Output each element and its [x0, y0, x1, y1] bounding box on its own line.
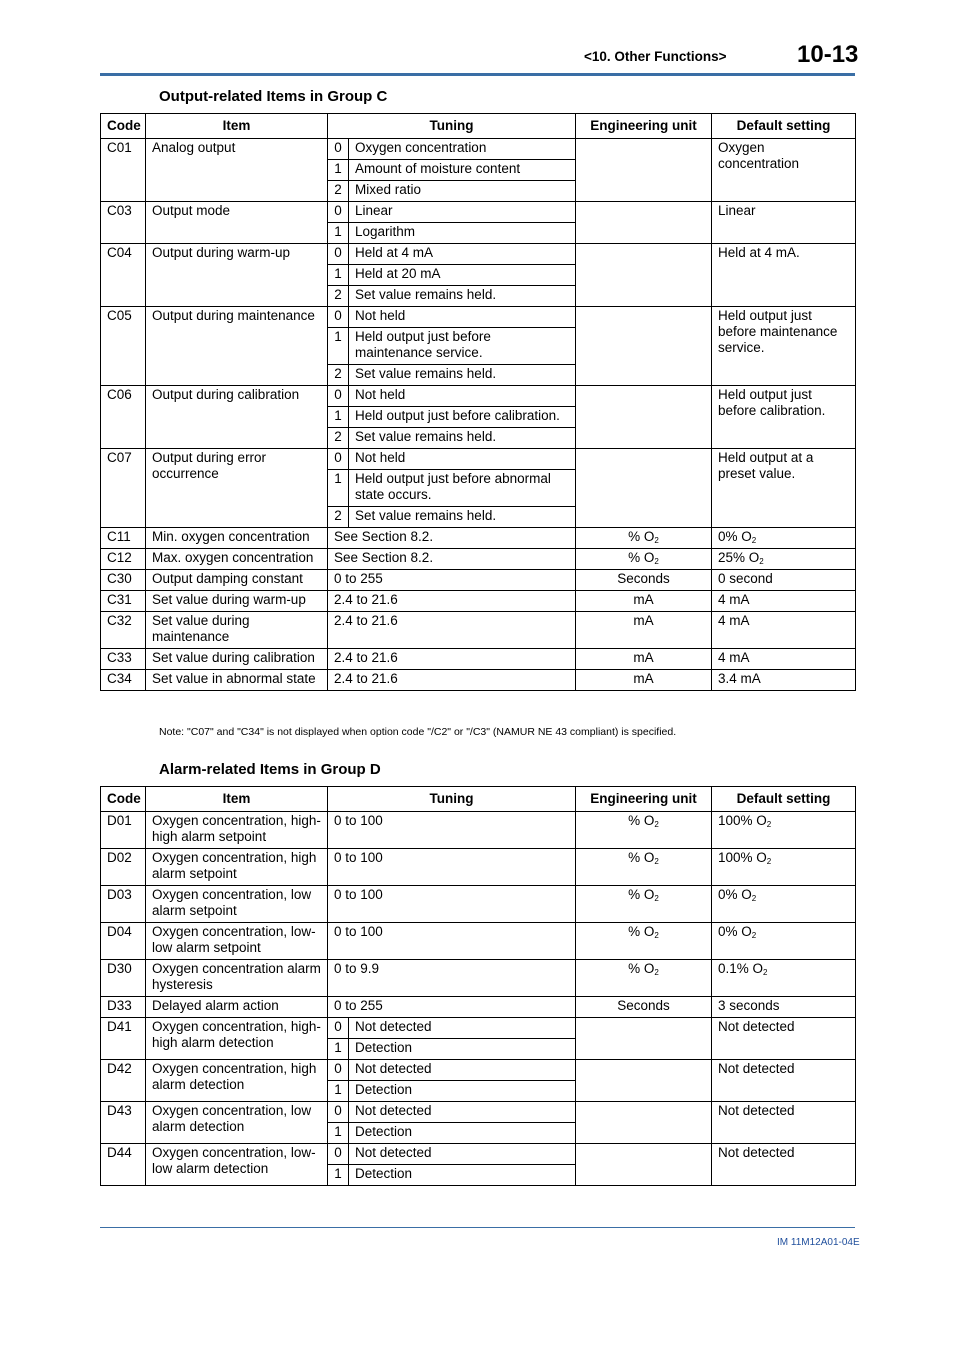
cell-unit: mA [576, 591, 712, 612]
cell-unit [576, 307, 712, 386]
unit-text: % O [628, 529, 655, 544]
table-row [101, 244, 856, 265]
table-row [101, 139, 856, 160]
option-number: 1 [328, 1165, 349, 1186]
cell-default: Oxygen concentration [712, 139, 856, 202]
subscript: 2 [763, 968, 768, 977]
option-label: Detection [349, 1165, 576, 1186]
unit-text: % O [628, 550, 655, 565]
cell-code: C31 [101, 591, 146, 612]
table-row [101, 960, 856, 997]
table-row [101, 202, 856, 223]
cell-unit [576, 1060, 712, 1102]
cell-item: Oxygen concentration, low-low alarm detection [146, 1144, 328, 1186]
option-number: 0 [328, 449, 349, 470]
table-row [101, 612, 856, 649]
option-label: Detection [349, 1081, 576, 1102]
table-row [101, 386, 856, 407]
option-label: Held output just before calibration. [349, 407, 576, 428]
cell-unit [576, 1144, 712, 1186]
cell-tuning: 0 to 100 [328, 923, 576, 960]
option-number: 2 [328, 507, 349, 528]
cell-default [712, 886, 856, 923]
option-number: 1 [328, 1081, 349, 1102]
cell-tuning: 2.4 to 21.6 [328, 670, 576, 691]
cell-item: Oxygen concentration, low-low alarm setpoint [146, 923, 328, 960]
cell-code: C12 [101, 549, 146, 570]
col-default: Default setting [712, 114, 856, 139]
cell-unit [576, 849, 712, 886]
cell-tuning: 0 to 255 [328, 570, 576, 591]
subscript: 2 [654, 857, 659, 866]
cell-code: D33 [101, 997, 146, 1018]
subscript: 2 [751, 894, 757, 903]
table-row [101, 1060, 856, 1081]
option-number: 1 [328, 470, 349, 507]
cell-code: C11 [101, 528, 146, 549]
cell-tuning: See Section 8.2. [328, 528, 576, 549]
option-label: Held at 20 mA [349, 265, 576, 286]
table-row [101, 923, 856, 960]
cell-default: Not detected [712, 1060, 856, 1102]
cell-item: Oxygen concentration, low alarm detection [146, 1102, 328, 1144]
option-label: Not held [349, 307, 576, 328]
table-row [101, 591, 856, 612]
cell-item: Oxygen concentration alarm hysteresis [146, 960, 328, 997]
cell-unit: mA [576, 670, 712, 691]
unit-text: % O [628, 850, 655, 865]
col-default: Default setting [712, 787, 856, 812]
subscript: 2 [766, 820, 772, 829]
subscript: 2 [654, 820, 659, 829]
option-number: 0 [328, 1018, 349, 1039]
cell-code: C05 [101, 307, 146, 386]
cell-code: D02 [101, 849, 146, 886]
col-item: Item [146, 114, 328, 139]
cell-tuning: 2.4 to 21.6 [328, 612, 576, 649]
option-number: 1 [328, 265, 349, 286]
option-label: Oxygen concentration [349, 139, 576, 160]
option-number: 0 [328, 1060, 349, 1081]
cell-tuning: 0 to 100 [328, 849, 576, 886]
cell-tuning: 2.4 to 21.6 [328, 591, 576, 612]
table-row [101, 886, 856, 923]
default-text: 100% O [718, 850, 767, 865]
cell-tuning: 2.4 to 21.6 [328, 649, 576, 670]
col-tuning: Tuning [328, 114, 576, 139]
cell-code: C04 [101, 244, 146, 307]
option-label: Not held [349, 449, 576, 470]
cell-unit [576, 386, 712, 449]
col-item: Item [146, 787, 328, 812]
page-number: 10-13 [797, 41, 859, 68]
option-number: 1 [328, 223, 349, 244]
cell-default [712, 960, 856, 997]
cell-code: C06 [101, 386, 146, 449]
unit-text: % O [628, 924, 655, 939]
cell-unit [576, 886, 712, 923]
table-row [101, 649, 856, 670]
default-text: 0.1% O [718, 961, 764, 976]
col-code: Code [101, 787, 146, 812]
option-number: 0 [328, 1102, 349, 1123]
subscript: 2 [654, 536, 659, 545]
cell-item: Min. oxygen concentration [146, 528, 328, 549]
option-number: 0 [328, 386, 349, 407]
option-label: Held output just before abnormal state occurs. [349, 470, 576, 507]
cell-default: Held at 4 mA. [712, 244, 856, 307]
cell-code: C30 [101, 570, 146, 591]
cell-default: Held output just before maintenance service. [712, 307, 856, 386]
cell-item: Analog output [146, 139, 328, 202]
option-number: 1 [328, 407, 349, 428]
option-label: Logarithm [349, 223, 576, 244]
cell-unit [576, 139, 712, 202]
cell-unit [576, 960, 712, 997]
cell-item: Output during calibration [146, 386, 328, 449]
table-header-row [101, 114, 856, 139]
option-number: 2 [328, 365, 349, 386]
cell-tuning: 0 to 100 [328, 812, 576, 849]
cell-code: D42 [101, 1060, 146, 1102]
cell-default [712, 528, 856, 549]
cell-default [712, 849, 856, 886]
subscript: 2 [759, 557, 764, 566]
table-row [101, 1102, 856, 1123]
option-label: Set value remains held. [349, 428, 576, 449]
table-row [101, 570, 856, 591]
subscript: 2 [654, 894, 659, 903]
default-text: 0% O [718, 924, 752, 939]
document-id: IM 11M12A01-04E [777, 1237, 860, 1248]
group-d-title: Alarm-related Items in Group D [159, 761, 381, 778]
subscript: 2 [751, 931, 757, 940]
table-row [101, 1144, 856, 1165]
table-row [101, 549, 856, 570]
option-label: Held at 4 mA [349, 244, 576, 265]
cell-code: C07 [101, 449, 146, 528]
option-label: Set value remains held. [349, 365, 576, 386]
col-code: Code [101, 114, 146, 139]
table-row [101, 849, 856, 886]
cell-unit [576, 1102, 712, 1144]
option-number: 2 [328, 181, 349, 202]
chapter-heading: <10. Other Functions> [584, 49, 727, 64]
cell-item: Delayed alarm action [146, 997, 328, 1018]
option-label: Set value remains held. [349, 286, 576, 307]
cell-code: D43 [101, 1102, 146, 1144]
header-rule [100, 73, 855, 76]
subscript: 2 [654, 968, 659, 977]
cell-code: C32 [101, 612, 146, 649]
cell-unit: mA [576, 612, 712, 649]
cell-default [712, 812, 856, 849]
cell-item: Oxygen concentration, low alarm setpoint [146, 886, 328, 923]
cell-code: C33 [101, 649, 146, 670]
option-label: Not held [349, 386, 576, 407]
option-number: 2 [328, 428, 349, 449]
default-text: 25% O [718, 550, 760, 565]
option-number: 1 [328, 160, 349, 181]
default-text: 100% O [718, 813, 767, 828]
subscript: 2 [766, 857, 772, 866]
option-number: 0 [328, 244, 349, 265]
option-label: Not detected [349, 1102, 576, 1123]
option-number: 0 [328, 307, 349, 328]
cell-unit [576, 244, 712, 307]
table-header-row [101, 787, 856, 812]
unit-text: % O [628, 961, 655, 976]
option-label: Detection [349, 1039, 576, 1060]
cell-default: 3.4 mA [712, 670, 856, 691]
cell-default [712, 549, 856, 570]
option-label: Not detected [349, 1144, 576, 1165]
option-label: Amount of moisture content [349, 160, 576, 181]
group-c-note: Note: "C07" and "C34" is not displayed when option code "/C2" or "/C3" (NAMUR NE 43 compliant) is specified. [159, 726, 677, 738]
group-c-table [100, 113, 856, 691]
cell-item: Set value during calibration [146, 649, 328, 670]
cell-default: 4 mA [712, 649, 856, 670]
option-label: Linear [349, 202, 576, 223]
option-number: 0 [328, 1144, 349, 1165]
subscript: 2 [654, 931, 659, 940]
cell-default: 4 mA [712, 591, 856, 612]
unit-text: % O [628, 887, 655, 902]
cell-item: Set value in abnormal state [146, 670, 328, 691]
cell-unit: Seconds [576, 570, 712, 591]
option-number: 1 [328, 328, 349, 365]
col-unit: Engineering unit [576, 114, 712, 139]
option-number: 2 [328, 286, 349, 307]
cell-item: Output during error occurrence [146, 449, 328, 528]
table-row [101, 307, 856, 328]
cell-unit [576, 449, 712, 528]
group-c-title: Output-related Items in Group C [159, 88, 388, 105]
option-label: Not detected [349, 1018, 576, 1039]
cell-tuning: 0 to 9.9 [328, 960, 576, 997]
cell-tuning: See Section 8.2. [328, 549, 576, 570]
cell-item: Oxygen concentration, high-high alarm setpoint [146, 812, 328, 849]
table-row [101, 670, 856, 691]
cell-code: D44 [101, 1144, 146, 1186]
cell-unit [576, 812, 712, 849]
cell-code: D30 [101, 960, 146, 997]
unit-text: % O [628, 813, 655, 828]
option-label: Detection [349, 1123, 576, 1144]
option-number: 0 [328, 202, 349, 223]
cell-item: Output mode [146, 202, 328, 244]
cell-item: Oxygen concentration, high alarm detection [146, 1060, 328, 1102]
cell-tuning: 0 to 255 [328, 997, 576, 1018]
table-row [101, 1018, 856, 1039]
cell-default: Not detected [712, 1018, 856, 1060]
table-row [101, 528, 856, 549]
cell-item: Set value during warm-up [146, 591, 328, 612]
cell-unit [576, 923, 712, 960]
subscript: 2 [751, 536, 757, 545]
default-text: 0% O [718, 529, 752, 544]
cell-item: Output during warm-up [146, 244, 328, 307]
cell-default: 3 seconds [712, 997, 856, 1018]
col-tuning: Tuning [328, 787, 576, 812]
cell-unit [576, 1018, 712, 1060]
footer-rule [100, 1227, 855, 1228]
cell-default: Linear [712, 202, 856, 244]
option-number: 0 [328, 139, 349, 160]
cell-code: D41 [101, 1018, 146, 1060]
cell-unit [576, 202, 712, 244]
cell-unit: Seconds [576, 997, 712, 1018]
cell-default: 0 second [712, 570, 856, 591]
cell-item: Oxygen concentration, high alarm setpoint [146, 849, 328, 886]
cell-item: Output during maintenance [146, 307, 328, 386]
cell-code: C01 [101, 139, 146, 202]
default-text: 0% O [718, 887, 752, 902]
cell-item: Oxygen concentration, high-high alarm detection [146, 1018, 328, 1060]
table-row [101, 997, 856, 1018]
group-d-table [100, 786, 856, 1186]
option-label: Set value remains held. [349, 507, 576, 528]
option-label: Not detected [349, 1060, 576, 1081]
cell-code: D04 [101, 923, 146, 960]
cell-code: C34 [101, 670, 146, 691]
col-unit: Engineering unit [576, 787, 712, 812]
cell-default: Held output at a preset value. [712, 449, 856, 528]
cell-item: Set value during maintenance [146, 612, 328, 649]
option-number: 1 [328, 1039, 349, 1060]
cell-unit [576, 549, 712, 570]
cell-unit [576, 528, 712, 549]
cell-default: Held output just before calibration. [712, 386, 856, 449]
cell-code: C03 [101, 202, 146, 244]
cell-default: Not detected [712, 1102, 856, 1144]
option-label: Mixed ratio [349, 181, 576, 202]
table-row [101, 812, 856, 849]
cell-item: Output damping constant [146, 570, 328, 591]
cell-default: Not detected [712, 1144, 856, 1186]
cell-code: D01 [101, 812, 146, 849]
subscript: 2 [654, 557, 659, 566]
cell-tuning: 0 to 100 [328, 886, 576, 923]
cell-unit: mA [576, 649, 712, 670]
option-number: 1 [328, 1123, 349, 1144]
cell-code: D03 [101, 886, 146, 923]
cell-item: Max. oxygen concentration [146, 549, 328, 570]
option-label: Held output just before maintenance service. [349, 328, 576, 365]
cell-default [712, 923, 856, 960]
table-row [101, 449, 856, 470]
cell-default: 4 mA [712, 612, 856, 649]
